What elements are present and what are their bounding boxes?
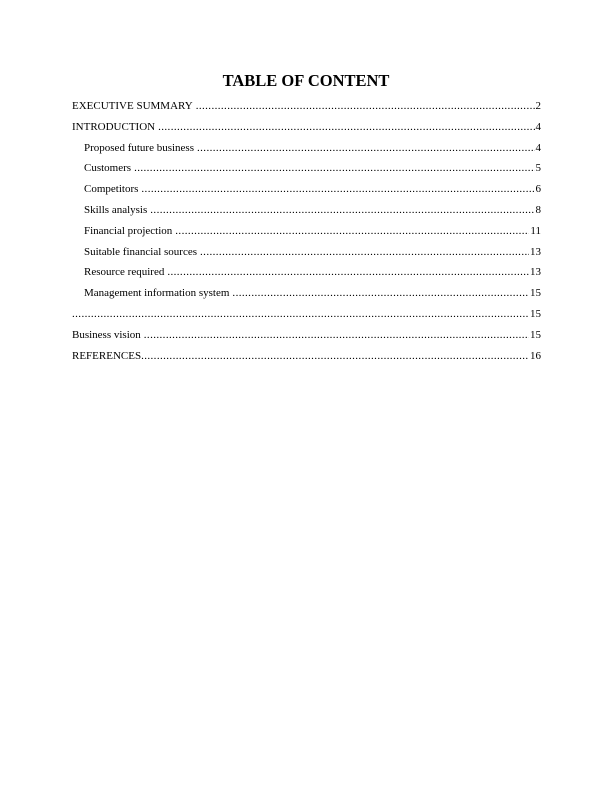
- toc-entry-page: 15: [530, 328, 541, 341]
- toc-entry-page: 15: [530, 307, 541, 320]
- toc-entry-page: 8: [535, 203, 541, 216]
- toc-dot-leader: [141, 349, 529, 363]
- toc-dot-leader: [167, 265, 529, 279]
- toc-entry-label: Management information system: [84, 287, 230, 300]
- toc-dot-leader: [175, 224, 529, 238]
- toc-entry-label: INTRODUCTION: [72, 120, 156, 133]
- toc-entry-page: 4: [535, 141, 541, 154]
- toc-dot-leader: [232, 286, 529, 300]
- toc-entry-page: 13: [530, 245, 541, 258]
- toc-entry-page: 11: [530, 224, 541, 237]
- toc-entry-label: Competitors: [84, 183, 139, 196]
- toc-entry-references[interactable]: [72, 349, 541, 370]
- toc-dot-leader: [197, 141, 535, 155]
- toc-entry-label: Suitable financial sources: [84, 245, 198, 258]
- toc-entry-management-information-system[interactable]: [72, 286, 541, 307]
- toc-dot-leader: [158, 120, 534, 134]
- toc-entry-business-vision[interactable]: [72, 328, 541, 349]
- toc-dot-leader: [150, 203, 534, 217]
- toc-entry-page: 4: [535, 120, 541, 133]
- toc-entry-page: 5: [535, 162, 541, 175]
- toc-dot-leader: [72, 307, 529, 321]
- toc-entry-suitable-financial-sources[interactable]: [72, 245, 541, 266]
- toc-entry-label: Customers: [84, 162, 132, 175]
- toc-dot-leader: [144, 328, 529, 342]
- toc-entry-label: Resource required: [84, 266, 165, 279]
- toc-entry-financial-projection[interactable]: [72, 224, 541, 245]
- toc-entry-label: REFERENCES: [72, 349, 142, 362]
- toc-entry-customers[interactable]: [72, 161, 541, 182]
- toc-dot-leader: [196, 99, 535, 113]
- toc-entry-page: 2: [535, 100, 541, 112]
- toc-entry-label: Business vision: [72, 328, 141, 341]
- toc-entry-introduction[interactable]: [72, 120, 541, 141]
- toc-entry-label: EXECUTIVE SUMMARY: [72, 100, 193, 112]
- toc-entry-resource-required[interactable]: [72, 265, 541, 286]
- toc-dot-leader: [200, 245, 529, 259]
- toc-entry-label: Financial projection: [84, 224, 173, 237]
- toc-entry-untitled[interactable]: [72, 307, 541, 328]
- toc-list: [72, 99, 541, 369]
- toc-entry-executive-summary[interactable]: [72, 99, 541, 120]
- toc-entry-competitors[interactable]: [72, 182, 541, 203]
- toc-entry-label: Skills analysis: [84, 203, 148, 216]
- toc-dot-leader: [134, 161, 534, 175]
- toc-entry-page: 15: [530, 287, 541, 300]
- toc-title: TABLE OF CONTENT: [222, 71, 390, 90]
- toc-entry-page: 6: [535, 183, 541, 196]
- toc-entry-page: 16: [530, 349, 541, 362]
- toc-entry-page: 13: [530, 266, 541, 279]
- toc-entry-proposed-future-business[interactable]: [72, 141, 541, 162]
- toc-entry-skills-analysis[interactable]: [72, 203, 541, 224]
- toc-dot-leader: [141, 182, 534, 196]
- toc-entry-label: Proposed future business: [84, 141, 194, 154]
